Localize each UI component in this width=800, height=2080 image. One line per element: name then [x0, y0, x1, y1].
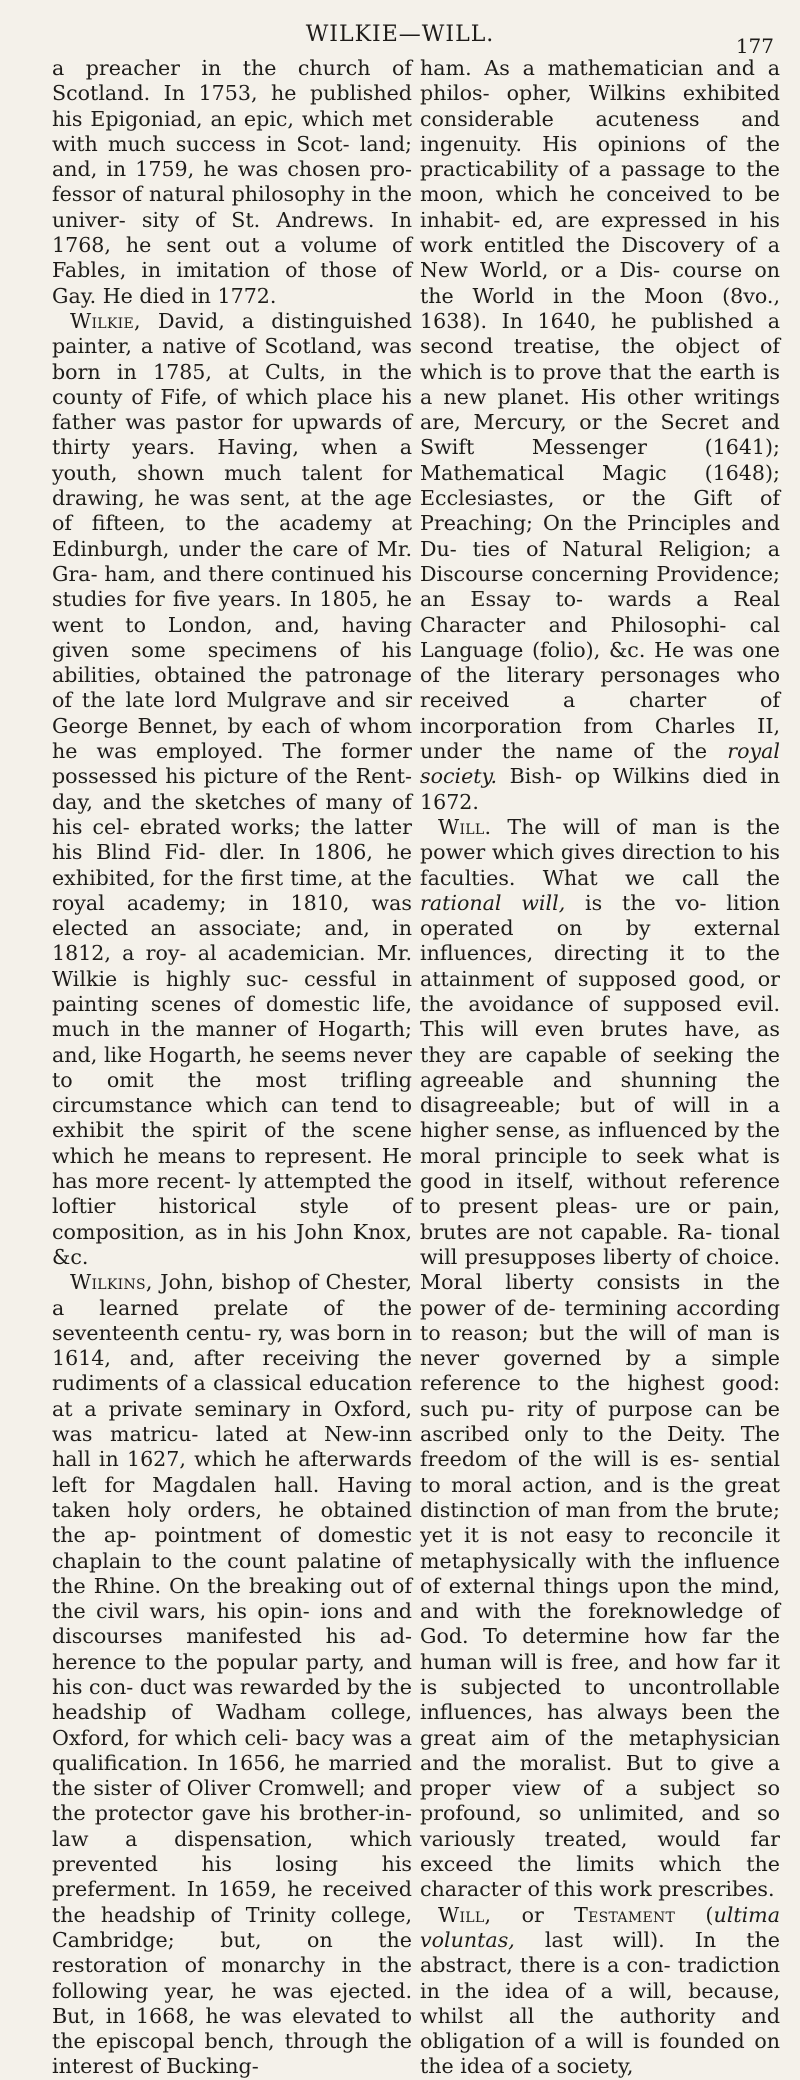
entry-text: The will of man is the power which gives direction to his faculties. What we call the: [420, 814, 780, 890]
paragraph-wilkie-william-continued: [52, 56, 412, 309]
page-number: 177: [735, 34, 774, 58]
paragraph-text: a preacher in the church of Scotland. In 1753, he published his Epigoniad, an epic, which met with much success in Scot- land; and, in 1759, he was chosen pro- fessor of natural philosophy in the univer- sity of St. Andrews. In 1768, he sent out a volume of Fables, in imitation of those of Gay. He died in 1772.: [52, 56, 412, 308]
entry-text: David, a distinguished painter, a native of Scotland, was born in 1785, at Cults, in the county of Fife, of which place his father was pastor for upwards of thirty years. Having, when a youth, shown much talent for drawing, he was sent, at the age of fifteen, to the academy at Edinburgh, under the care of Mr. Gra- ham, and there continued his studies for five years. In 1805, he went to London, and, having given some specimens of his abilities, obtained the patronage of the late lord Mulgrave and sir George Bennet, by each of whom he was employed. The former possessed his picture of the Rent- day, and the sketches of many of his cel- ebrated works; the latter his Blind Fid- dler. In 1806, he exhibited, for the first time, at the royal academy; in 1810, was elected an associate; and, in 1812, a roy- al academician. Mr. Wilkie is highly suc- cessful in painting scenes of domestic life, much in the manner of Hogarth; and, like Hogarth, he seems never to omit the most trifling circumstance which can tend to exhibit the spirit of the scene which he means to represent. He has more recent- ly attempted the loftier historical style of composition, as in his John Knox, &c.: [52, 308, 412, 1269]
headword: Wilkins,: [70, 1270, 153, 1295]
entry-text: is the vo- lition operated on by external influences, directing it to the attainment of supposed good, or the avoidance of supposed evil. This will even brutes have, as they are capable of seeking the agreeable and shunning the disagreeable; but of will in a higher sense, as influenced by the moral principle to seek what is good in itself, without reference to present pleas- ure or pain, brutes are not capable. Ra- tional will presupposes liberty of choice. Moral liberty consists in the power of de- termining according to reason; but the will of man is never governed by a simple reference to the highest good: such pu- rity of purpose can be ascribed only to the Deity. The freedom of the will is es- sential to moral action, and is the great distinction of man from the brute; yet it is not easy to reconcile it metaphysically with the influence of external things upon the mind, and with the foreknowledge of God. To determine how far the human will is free, and how far it is subjected to uncontrollable influences, has always been the great aim of the metaphysician and the moralist. But to give a proper view of a subject so profound, so unlimited, and so variously treated, would far exceed the limits which the character of this work prescribes.: [420, 890, 780, 1902]
entry-text: (: [675, 1902, 714, 1927]
headword: Will,: [438, 1902, 492, 1927]
italic-text: rational will,: [420, 890, 566, 915]
headword: Will.: [438, 814, 492, 839]
entry-text: last will). In the abstract, there is a con- tradiction in the idea of a will, because, whilst all the authority and obligation of a will is founded on the idea of a society,: [420, 1927, 780, 2079]
paragraph-text: ham. As a mathematician and a philos- opher, Wilkins exhibited considerable acuteness and ingenuity. His opinions of the practicability of a passage to the moon, which he conceived to be inhabit- ed, are expressed in his work entitled the Discovery of a New World, or a Dis- course on the World in the Moon (8vo., 1638). In 1640, he published a second treatise, the object of which is to prove that the earth is a new planet. His other writings are, Mercury, or the Secret and Swift Messenger (1641); Mathematical Magic (1648); Ecclesiastes, or the Gift of Preaching; On the Principles and Du- ties of Natural Religion; a Discourse concerning Providence; an Essay to- wards a Real Character and Philosophi- cal Language (folio), &c. He was one of the literary personages who received a charter of incorporation from Charles II, under the name of the: [420, 56, 780, 764]
right-column: [420, 56, 780, 2079]
paragraph-text: Bish- op Wilkins died in 1672.: [420, 764, 780, 814]
italic-text: ultima voluntas,: [420, 1902, 780, 1952]
headword-secondary: Testament: [574, 1902, 676, 1927]
entry-wilkie-david: [52, 309, 412, 1270]
entry-will-testament: [420, 1903, 780, 2080]
entry-text: John, bishop of Chester, a learned prelate of the seventeenth centu- ry, was born in 1614, and, after receiving the rudiments of a classical education at a private seminary in Oxford, was matricu- lated at New-inn hall in 1627, which he afterwards left for Magdalen hall. Having taken holy orders, he obtained the ap- pointment of domestic chaplain to the count palatine of the Rhine. On the breaking out of the civil wars, his opin- ions and discourses manifested his ad- herence to the popular party, and his con- duct was rewarded by the headship of Wadham college, Oxford, for which celi- bacy was a qualification. In 1656, he married the sister of Oliver Cromwell; and the protector gave his brother-in-law a dispensation, which prevented his losing his preferment. In 1659, he received the headship of Trinity college, Cambridge; but, on the restoration of monarchy in the following year, he was ejected. But, in 1668, he was elevated to the episcopal bench, through the interest of Bucking-: [52, 1270, 412, 2079]
entry-wilkins-john: [52, 1270, 412, 2080]
headword: Wilkie,: [70, 308, 141, 333]
italic-text: royal society.: [420, 739, 780, 789]
entry-text: or: [491, 1902, 575, 1927]
entry-will: [420, 815, 780, 1903]
page-header: [0, 14, 800, 58]
paragraph-wilkins-continued: [420, 56, 780, 815]
left-column: [52, 56, 412, 2079]
running-title: WILKIE—WILL.: [305, 22, 495, 47]
